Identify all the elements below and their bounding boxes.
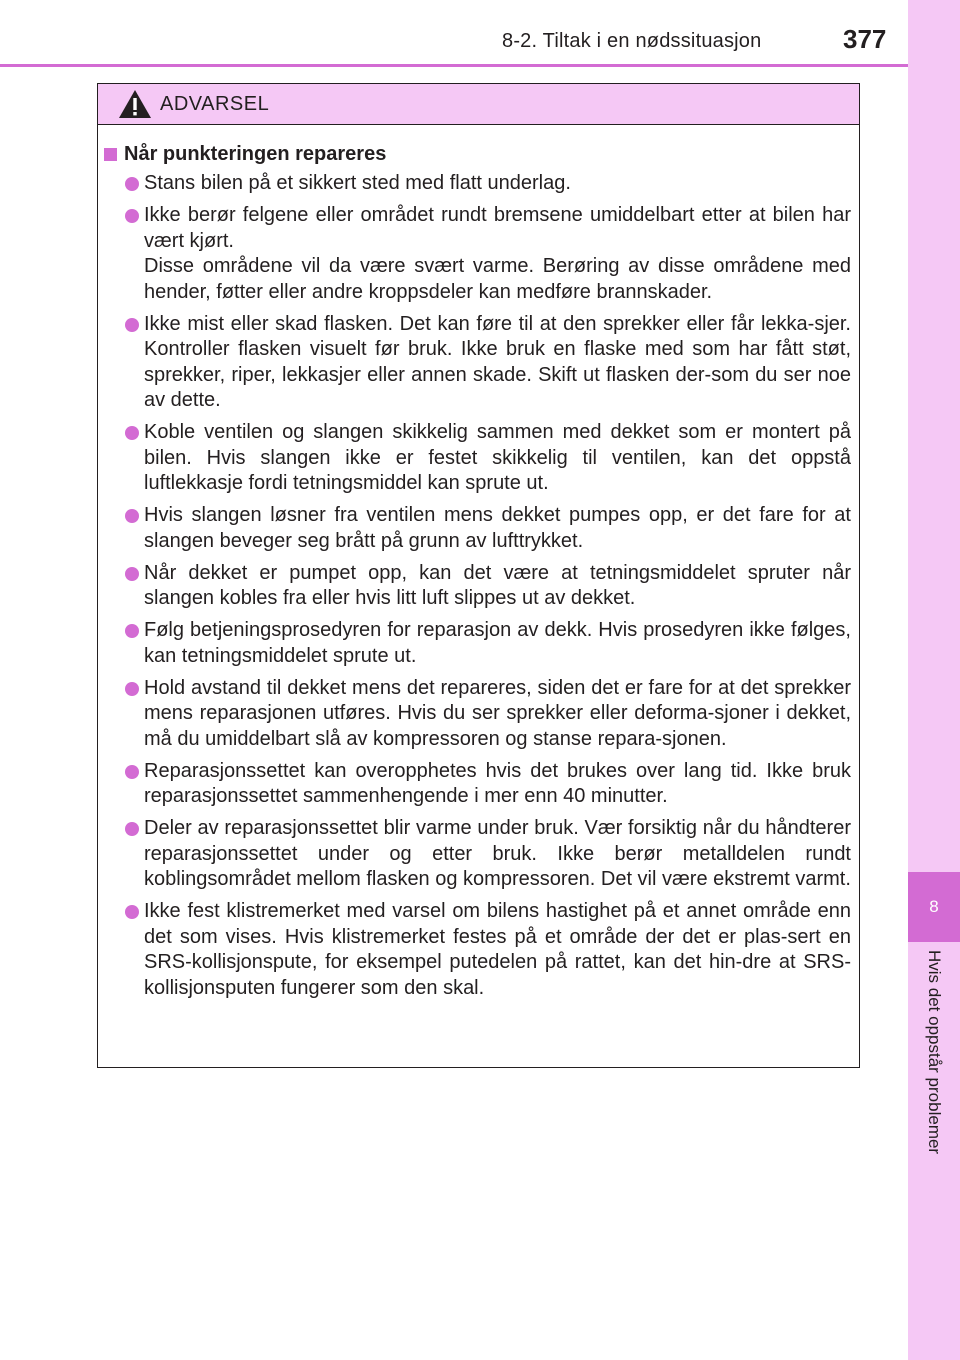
- round-bullet-icon: [125, 318, 139, 332]
- chapter-title: Hvis det oppstår problemer: [925, 950, 944, 1155]
- warning-label: ADVARSEL: [160, 92, 270, 115]
- list-item-text: Stans bilen på et sikkert sted med flatt underlag.: [144, 172, 571, 194]
- round-bullet-icon: [125, 509, 139, 523]
- list-item: [104, 816, 851, 893]
- list-item: [104, 503, 851, 554]
- list-item-text: Hvis slangen løsner fra ventilen mens dekket pumpes opp, er det fare for at slangen beveger seg brått på grunn av lufttrykket.: [144, 504, 851, 552]
- list-item-text: Når dekket er pumpet opp, kan det være at tetningsmiddelet spruter når slangen kobles fra eller hvis litt luft slippes ut av dekket.: [144, 561, 851, 609]
- round-bullet-icon: [125, 567, 139, 581]
- list-item: [104, 312, 851, 414]
- round-bullet-icon: [125, 682, 139, 696]
- warning-list: [104, 171, 851, 1001]
- round-bullet-icon: [125, 765, 139, 779]
- list-item-text: Disse områdene vil da være svært varme. Berøring av disse områdene med hender, føtter eller andre kroppsdeler kan medføre brannskader.: [144, 255, 851, 303]
- list-item: [104, 676, 851, 753]
- header-divider: [0, 64, 908, 67]
- list-item-text: Koble ventilen og slangen skikkelig sammen med dekket som er montert på bilen. Hvis slangen ikke er festet skikkelig til ventilen, kan det oppstå luftlekkasje fordi tetningsmiddel kan sprute ut.: [144, 421, 851, 494]
- list-item: [104, 618, 851, 669]
- warning-body: [98, 125, 859, 1001]
- list-item-text: Ikke fest klistremerket med varsel om bilens hastighet på et annet område enn det som vises. Hvis klistremerket festes på et område der det er plas-sert en SRS-kollisjonspute, for eksempel putedelen på rattet, kan det hin-dre at SRS-kollisjonsputen fungerer som den skal.: [144, 900, 851, 999]
- warning-header: [98, 84, 859, 125]
- list-item-text: Ikke mist eller skad flasken. Det kan føre til at den sprekker eller får lekka-sjer. Kontroller flasken visuelt før bruk. Ikke bruk en flaske med som har fått støt, sprekker, riper, lekkasjer eller annen skade. Skift ut flasken der-som du ser noe av dette.: [144, 312, 851, 411]
- warning-heading-text: Når punkteringen repareres: [124, 143, 387, 165]
- list-item-text: Hold avstand til dekket mens det repareres, siden det er fare for at det sprekker mens reparasjonen utføres. Hvis du ser sprekker eller deforma-sjoner i dekket, må du umiddelbart slå av kompressoren og stanse repara-sjonen.: [144, 676, 851, 750]
- section-title: 8-2. Tiltak i en nødssituasjon: [502, 30, 762, 52]
- list-item: [104, 203, 851, 305]
- round-bullet-icon: [125, 624, 139, 638]
- chapter-title-vertical: [908, 950, 960, 1220]
- chapter-tab-number: 8: [929, 897, 939, 916]
- list-item: [104, 561, 851, 612]
- square-bullet-icon: [104, 148, 117, 161]
- list-item: [104, 759, 851, 810]
- page-number: 377: [843, 24, 887, 54]
- list-item: [104, 420, 851, 497]
- list-item-text: Følg betjeningsprosedyren for reparasjon av dekk. Hvis prosedyren ikke følges, kan tetningsmiddelet sprute ut.: [144, 619, 851, 667]
- round-bullet-icon: [125, 905, 139, 919]
- list-item-text: Ikke berør felgene eller området rundt bremsene umiddelbart etter at bilen har vært kjørt.: [144, 204, 851, 252]
- list-item: [104, 171, 851, 197]
- round-bullet-icon: [125, 822, 139, 836]
- round-bullet-icon: [125, 426, 139, 440]
- warning-subheading: [104, 143, 851, 166]
- round-bullet-icon: [125, 209, 139, 223]
- warning-box: [97, 83, 860, 1068]
- list-item-text: Reparasjonssettet kan overopphetes hvis det brukes over lang tid. Ikke bruk reparasjonssettet sammenhengende i mer enn 40 minutter.: [144, 759, 851, 807]
- list-item: [104, 899, 851, 1001]
- chapter-tab[interactable]: [908, 872, 960, 942]
- round-bullet-icon: [125, 177, 139, 191]
- warning-triangle-icon: [118, 89, 152, 119]
- list-item-text: Deler av reparasjonssettet blir varme under bruk. Vær forsiktig når du håndterer reparasjonssettet under og etter bruk. Ikke berør metalldelen rundt koblingsområdet mellom flasken og kompressoren. Det vil være ekstremt varmt.: [144, 817, 851, 890]
